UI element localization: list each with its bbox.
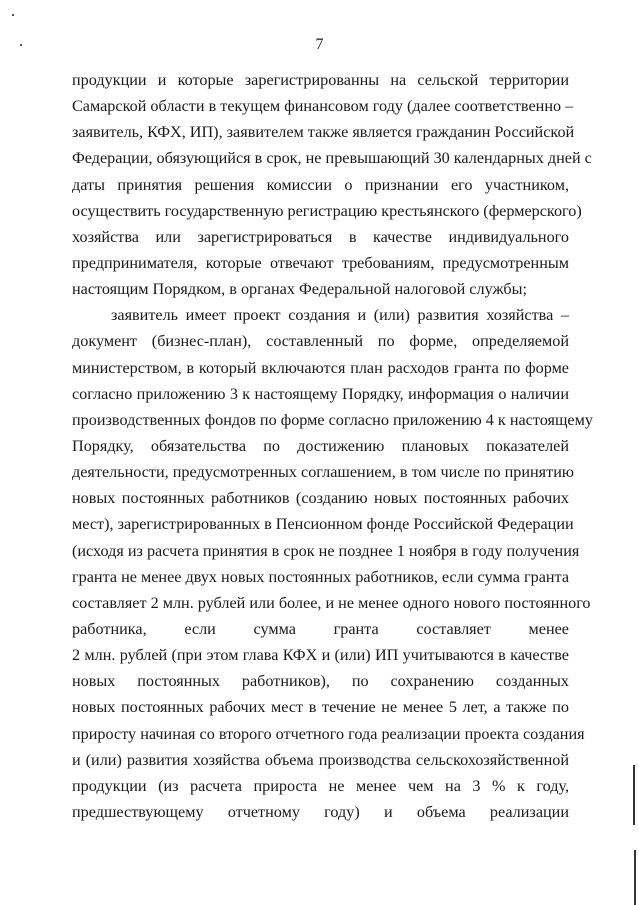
text-line: министерством, в который включаются план расходов гранта по форме bbox=[72, 358, 569, 377]
text-line: документ (бизнес-план), составленный по форме, определяемой bbox=[72, 332, 569, 351]
text-line: работника, если сумма гранта составляет менее bbox=[72, 619, 569, 638]
scan-edge-mark bbox=[634, 850, 636, 905]
text-line: даты принятия решения комиссии о признании его участником, bbox=[72, 175, 569, 194]
text-line: составляет 2 млн. рублей или более, и не менее одного нового постоянного bbox=[72, 593, 591, 612]
scan-edge-mark bbox=[633, 765, 635, 825]
text-line: заявитель имеет проект создания и (или) развития хозяйства – bbox=[111, 306, 569, 325]
text-line: продукции и которые зарегистрированны на сельской территории bbox=[72, 71, 569, 89]
text-line: новых постоянных работников), по сохранению созданных bbox=[72, 672, 569, 691]
text-line: Федерации, обязующийся в срок, не превышающий 30 календарных дней с bbox=[72, 149, 592, 168]
text-line: предпринимателя, которые отвечают требованиям, предусмотренным bbox=[72, 253, 569, 272]
text-line: настоящим Порядком, в органах Федеральной налоговой службы; bbox=[72, 280, 528, 299]
text-line: гранта не менее двух новых постоянных работников, если сумма гранта bbox=[72, 567, 569, 586]
text-line: новых постоянных рабочих мест в течение не менее 5 лет, а также по bbox=[72, 698, 569, 717]
document-body bbox=[72, 67, 593, 825]
text-line: хозяйства или зарегистрироваться в качестве индивидуального bbox=[72, 227, 569, 246]
text-line: предшествующему отчетному году) и объема реализации bbox=[72, 802, 569, 821]
text-line: и (или) развития хозяйства объема производства сельскохозяйственной bbox=[72, 750, 569, 769]
text-line: деятельности, предусмотренных соглашением, в том числе по принятию bbox=[72, 463, 574, 482]
text-line: 2 млн. рублей (при этом глава КФХ и (или) ИП учитываются в качестве bbox=[72, 646, 569, 665]
text-line: заявитель, КФХ, ИП), заявителем также является гражданин Российской bbox=[72, 123, 575, 142]
text-line: продукции (из расчета прироста не менее чем на 3 % к году, bbox=[72, 776, 569, 795]
text-line: Порядку, обязательства по достижению плановых показателей bbox=[72, 436, 569, 455]
text-line: (исходя из расчета принятия в срок не позднее 1 ноября в году получения bbox=[72, 541, 580, 560]
text-line: Самарской области в текущем финансовом году (далее соответственно – bbox=[72, 97, 574, 116]
text-line: новых постоянных работников (созданию новых постоянных рабочих bbox=[72, 489, 569, 508]
scan-speck bbox=[20, 44, 22, 46]
text-line: согласно приложению 3 к настоящему Порядку, информация о наличии bbox=[72, 384, 569, 403]
text-line: осуществить государственную регистрацию крестьянского (фермерского) bbox=[72, 201, 582, 220]
page-number: 7 bbox=[315, 36, 324, 53]
text-line: мест), зарегистрированных в Пенсионном фонде Российской Федерации bbox=[72, 515, 574, 534]
text-line: производственных фондов по форме согласно приложению 4 к настоящему bbox=[72, 410, 593, 429]
text-line: приросту начиная со второго отчетного года реализации проекта создания bbox=[72, 724, 585, 743]
scan-speck bbox=[12, 14, 14, 16]
